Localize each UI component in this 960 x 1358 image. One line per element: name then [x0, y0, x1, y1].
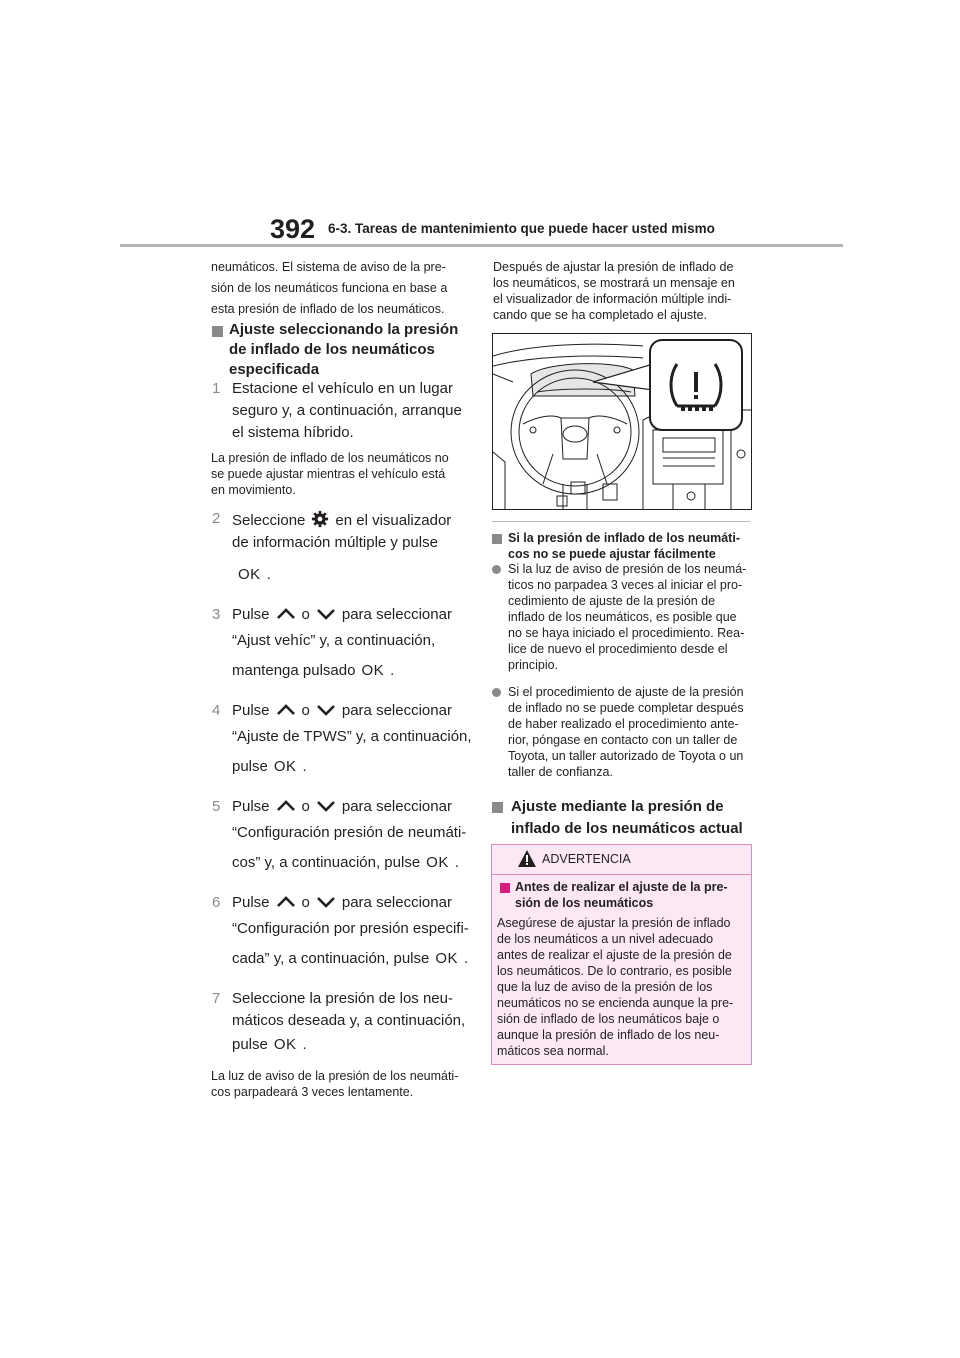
step-1	[212, 380, 472, 446]
step-7	[212, 990, 474, 1062]
step-line	[232, 566, 271, 583]
dashboard-illustration	[492, 333, 752, 510]
warning-marker	[500, 883, 510, 893]
warning-subheading	[515, 879, 728, 911]
warning-sub-line: Antes de realizar el ajuste de la pre-	[515, 880, 728, 894]
step-3	[212, 606, 472, 686]
step-number: 2	[212, 510, 221, 527]
step-text: en el visualizador	[335, 512, 452, 529]
intro-line: sión de los neumáticos funciona en base a	[211, 281, 448, 295]
warning-line: Asegúrese de ajustar la presión de inflado	[497, 916, 731, 930]
page-number: 392	[270, 214, 316, 244]
step-line: seguro y, a continuación, arranque	[232, 402, 462, 419]
intro-line: Después de ajustar la presión de inflado de	[493, 260, 734, 274]
bullet-line: lice de nuevo el procedimiento desde el	[508, 642, 728, 656]
step-text: .	[454, 854, 460, 871]
intro-line: el visualizador de información múltiple indi-	[493, 292, 732, 306]
chevron-down-icon	[316, 800, 336, 812]
ok-button-glyph: OK	[238, 566, 261, 583]
chevron-up-icon	[276, 896, 296, 908]
heading-line: inflado de los neumáticos actual	[511, 820, 743, 837]
step-text: .	[266, 566, 271, 583]
ok-button-glyph: OK	[435, 950, 459, 967]
bullet-line: inflado de los neumáticos, es posible que	[508, 610, 737, 624]
step-text: Pulse	[232, 606, 270, 623]
warning-line: sión de inflado de los neumáticos baje o	[497, 1012, 720, 1026]
chevron-up-icon	[276, 704, 296, 716]
step-text: cos” y, a continuación, pulse	[232, 854, 421, 871]
note-paragraph	[211, 1068, 471, 1100]
warning-line: de los neumáticos a un nivel adecuado	[497, 932, 714, 946]
chevron-up-icon	[276, 608, 296, 620]
subheading-line: Si la presión de inflado de los neumáti-	[508, 531, 740, 545]
heading-line: Ajuste mediante la presión de	[511, 798, 724, 815]
warning-line: los neumáticos. De lo contrario, es posible	[497, 964, 732, 978]
ok-button-glyph: OK	[426, 854, 449, 871]
chevron-down-icon	[316, 704, 336, 716]
step-number: 7	[212, 990, 221, 1007]
step-text: pulse	[232, 758, 268, 775]
step-number: 3	[212, 606, 221, 623]
step-text: para seleccionar	[341, 798, 452, 815]
intro-paragraph	[211, 257, 466, 320]
intro-line: esta presión de inflado de los neumáticos.	[211, 302, 445, 316]
intro-line: los neumáticos, se mostrará un mensaje en	[493, 276, 735, 290]
ok-button-glyph: OK	[361, 662, 385, 679]
warning-body	[497, 915, 733, 1059]
step-text: o	[301, 702, 310, 719]
step-text: Pulse	[232, 702, 270, 719]
bullet-line: ticos no parpadea 3 veces al iniciar el pro-	[508, 578, 743, 592]
subsection-marker	[492, 534, 502, 544]
section-title: 6-3. Tareas de mantenimiento que puede hacer usted mismo	[328, 221, 715, 236]
step-4	[212, 702, 474, 782]
step-text: para seleccionar	[341, 606, 452, 623]
warning-line: que la luz de aviso de la presión de los	[497, 980, 713, 994]
step-line	[232, 950, 468, 967]
step-line: Seleccione la presión de los neu-	[232, 990, 453, 1007]
bullet-paragraph	[508, 684, 744, 780]
heading-line: especificada	[229, 361, 320, 378]
bullet-line: de haber realizado el procedimiento ante-	[508, 717, 739, 731]
bullet-line: de inflado no se puede completar después	[508, 701, 744, 715]
step-text: Pulse	[232, 894, 270, 911]
step-number: 4	[212, 702, 221, 719]
step-line	[232, 798, 452, 815]
step-number: 1	[212, 380, 221, 397]
step-text: o	[301, 798, 310, 815]
intro-line: neumáticos. El sistema de aviso de la pre-	[211, 260, 446, 274]
step-line: “Ajuste de TPWS” y, a continuación,	[232, 728, 472, 745]
bullet-paragraph	[508, 561, 746, 673]
bullet-line: Toyota, un taller autorizado de Toyota o un	[508, 749, 744, 763]
note-line: cos parpadeará 3 veces lentamente.	[211, 1085, 414, 1099]
ok-button-glyph: OK	[273, 1036, 297, 1053]
warning-header	[492, 845, 751, 875]
chevron-up-icon	[276, 800, 296, 812]
step-line: el sistema híbrido.	[232, 424, 354, 441]
warning-title: ADVERTENCIA	[542, 852, 631, 866]
bullet-line: Si la luz de aviso de presión de los neumá-	[508, 562, 747, 576]
note-line: se puede ajustar mientras el vehículo está	[211, 467, 446, 481]
heading-line: Ajuste seleccionando la presión	[229, 321, 459, 338]
section-heading	[511, 796, 743, 840]
step-line: máticos deseada y, a continuación,	[232, 1012, 466, 1029]
warning-divider	[492, 874, 751, 875]
note-line: La luz de aviso de la presión de los neumáti-	[211, 1069, 459, 1083]
chevron-down-icon	[316, 896, 336, 908]
step-line: “Configuración por presión especifi-	[232, 920, 469, 937]
step-text: cada” y, a continuación, pulse	[232, 950, 430, 967]
note-paragraph	[211, 450, 466, 498]
note-line: en movimiento.	[211, 483, 296, 497]
bullet-line: taller de confianza.	[508, 765, 613, 779]
step-line: de información múltiple y pulse	[232, 534, 438, 551]
step-line: “Configuración presión de neumáti-	[232, 824, 467, 841]
step-line	[232, 702, 452, 719]
step-text: mantenga pulsado	[232, 662, 356, 679]
step-line	[232, 1036, 307, 1053]
warning-line: neumáticos no se encienda aunque la pre-	[497, 996, 734, 1010]
figure-rule	[492, 521, 750, 522]
step-number: 5	[212, 798, 221, 815]
header-rule	[120, 244, 843, 247]
bullet-dot	[492, 688, 501, 697]
warning-line: aunque la presión de inflado de los neu-	[497, 1028, 720, 1042]
warning-line: antes de realizar el ajuste de la presión de	[497, 948, 732, 962]
step-text: .	[302, 758, 307, 775]
step-text: o	[301, 894, 310, 911]
chevron-down-icon	[316, 608, 336, 620]
step-line	[232, 606, 452, 623]
subheading-line: cos no se puede ajustar fácilmente	[508, 547, 716, 561]
right-intro-paragraph	[493, 259, 753, 323]
step-line	[232, 854, 459, 871]
warning-sub-line: sión de los neumáticos	[515, 896, 654, 910]
heading-line: de inflado de los neumáticos	[229, 341, 435, 358]
gear-icon	[311, 510, 329, 528]
warning-box	[491, 844, 752, 1065]
step-text: o	[301, 606, 310, 623]
step-line	[232, 758, 307, 775]
step-text: para seleccionar	[341, 702, 452, 719]
bullet-line: principio.	[508, 658, 559, 672]
step-text: .	[390, 662, 395, 679]
step-text: .	[302, 1036, 307, 1053]
step-text: Seleccione	[232, 512, 306, 529]
section-heading	[229, 320, 458, 380]
step-line	[232, 510, 451, 529]
bullet-line: no se haya iniciado el procedimiento. Rea-	[508, 626, 745, 640]
step-text: pulse	[232, 1036, 268, 1053]
note-line: La presión de inflado de los neumáticos no	[211, 451, 449, 465]
step-line: Estacione el vehículo en un lugar	[232, 380, 453, 397]
step-line: “Ajust vehíc” y, a continuación,	[232, 632, 436, 649]
subsection-heading	[508, 530, 740, 562]
section-marker	[212, 326, 223, 337]
bullet-line: cedimiento de ajuste de la presión de	[508, 594, 716, 608]
dashboard-drawing	[493, 334, 751, 509]
bullet-dot	[492, 565, 501, 574]
step-5	[212, 798, 474, 878]
bullet-line: rior, póngase en contacto con un taller de	[508, 733, 738, 747]
section-marker	[492, 802, 503, 813]
step-text: .	[464, 950, 469, 967]
warning-line: máticos sea normal.	[497, 1044, 609, 1058]
step-number: 6	[212, 894, 221, 911]
step-2	[212, 510, 472, 586]
ok-button-glyph: OK	[273, 758, 297, 775]
warning-triangle-icon	[517, 849, 537, 869]
step-line	[232, 894, 452, 911]
intro-line: cando que se ha completado el ajuste.	[493, 308, 708, 322]
bullet-line: Si el procedimiento de ajuste de la presión	[508, 685, 744, 699]
step-text: Pulse	[232, 798, 270, 815]
step-line	[232, 662, 394, 679]
step-text: para seleccionar	[341, 894, 452, 911]
step-6	[212, 894, 474, 974]
